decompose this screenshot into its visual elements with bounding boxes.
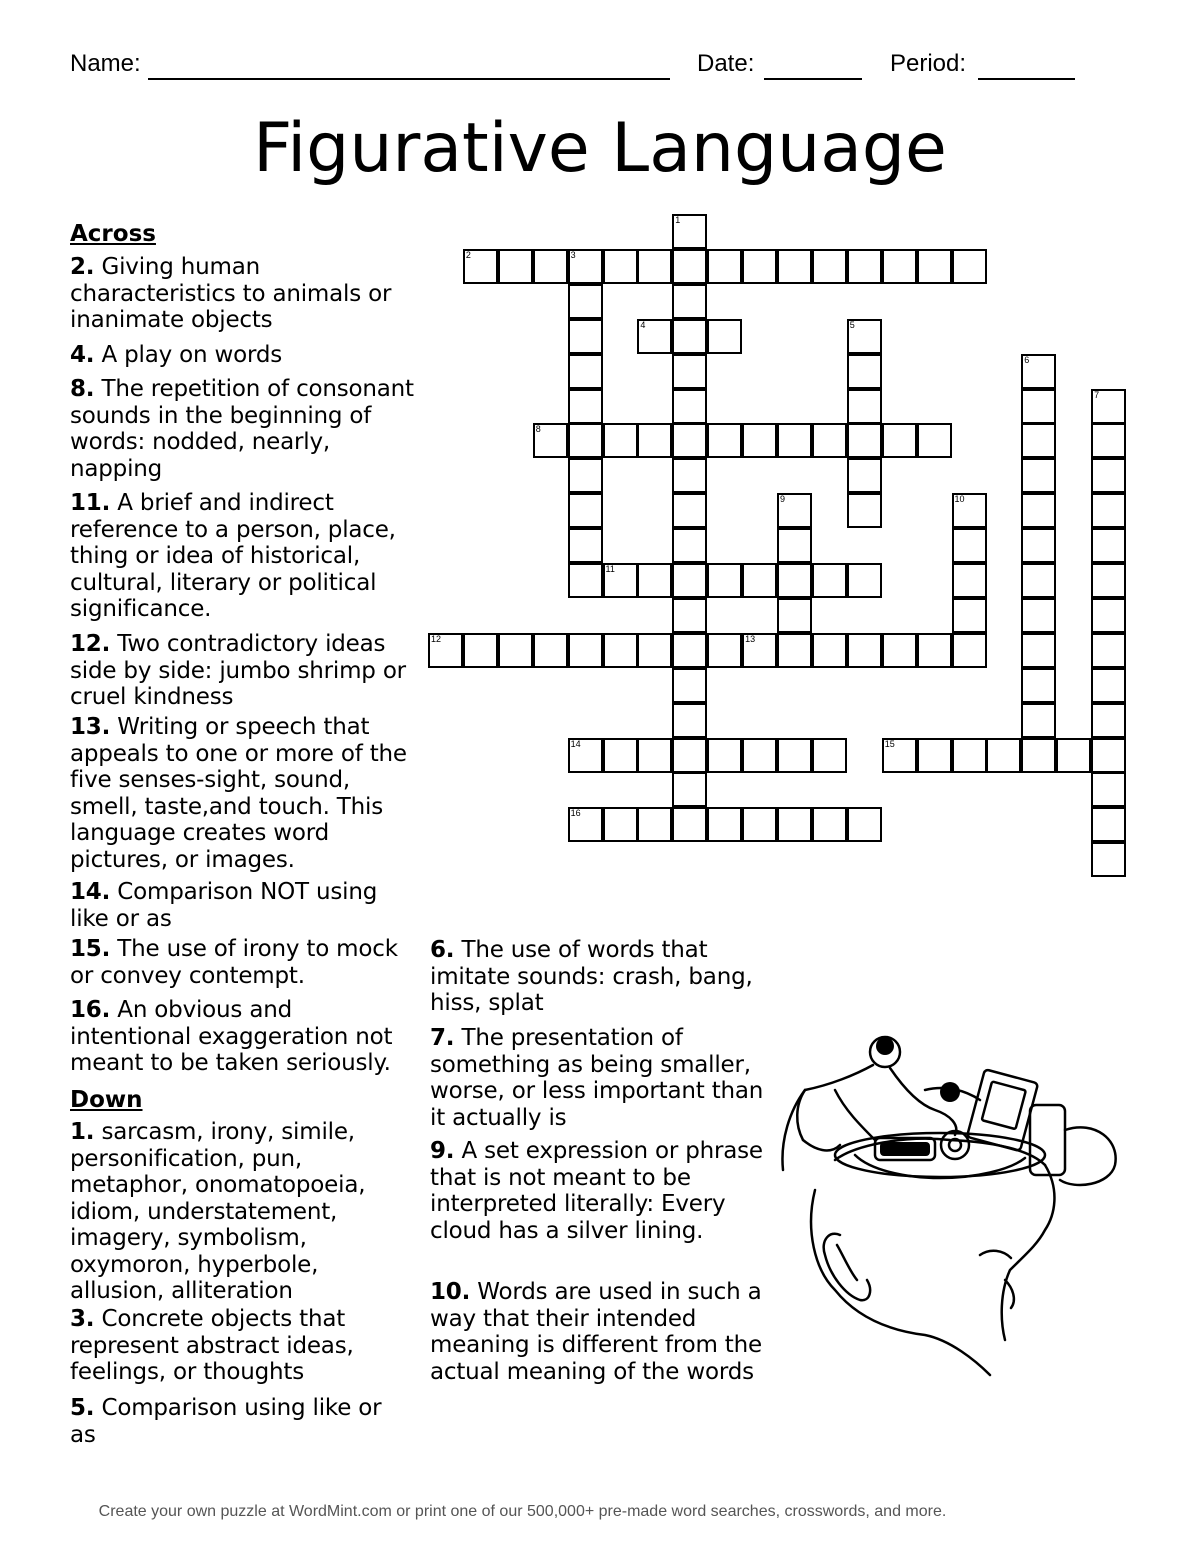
crossword-cell[interactable] [952, 563, 987, 598]
crossword-cell[interactable] [637, 423, 672, 458]
crossword-cell[interactable] [1091, 738, 1126, 773]
crossword-cell[interactable] [707, 319, 742, 354]
crossword-cell[interactable] [568, 423, 603, 458]
cell-number: 6 [1024, 354, 1030, 365]
date-label: Date: [697, 50, 755, 77]
crossword-cell[interactable] [882, 249, 917, 284]
crossword-cell[interactable] [917, 249, 952, 284]
crossword-cell[interactable] [777, 563, 812, 598]
name-label: Name: [70, 50, 141, 77]
cell-number: 8 [535, 424, 541, 435]
crossword-cell[interactable] [637, 807, 672, 842]
crossword-cell[interactable] [1091, 633, 1126, 668]
crossword-cell[interactable] [1091, 389, 1126, 424]
crossword-cell[interactable] [568, 319, 603, 354]
crossword-cell[interactable] [812, 423, 847, 458]
crossword-cell[interactable] [1021, 668, 1056, 703]
cell-number: 9 [780, 494, 786, 505]
clue-across-13: 13. Writing or speech that appeals to one or more of the five senses-sight, sound, smell, taste,and touch. This language creates word pictures, or images. [70, 714, 407, 873]
crossword-cell[interactable] [672, 668, 707, 703]
crossword-cell[interactable] [1021, 703, 1056, 738]
crossword-cell[interactable] [1091, 458, 1126, 493]
crossword-cell[interactable] [568, 633, 603, 668]
crossword-cell[interactable] [603, 423, 638, 458]
crossword-cell[interactable] [568, 354, 603, 389]
crossword-cell[interactable] [672, 772, 707, 807]
crossword-cell[interactable] [952, 249, 987, 284]
crossword-cell[interactable] [603, 807, 638, 842]
clue-across-8: 8. The repetition of consonant sounds in the beginning of words: nodded, nearly, napping [70, 376, 414, 482]
crossword-cell[interactable] [672, 389, 707, 424]
crossword-cell[interactable] [812, 633, 847, 668]
crossword-cell[interactable] [463, 633, 498, 668]
cell-number: 4 [640, 319, 646, 330]
crossword-cell[interactable] [847, 423, 882, 458]
crossword-cell[interactable] [847, 354, 882, 389]
crossword-cell[interactable] [952, 633, 987, 668]
crossword-cell[interactable] [1056, 738, 1091, 773]
crossword-cell[interactable] [847, 458, 882, 493]
crossword-cell[interactable] [568, 493, 603, 528]
crossword-cell[interactable] [672, 458, 707, 493]
crossword-cell[interactable] [1021, 458, 1056, 493]
crossword-cell[interactable] [1021, 633, 1056, 668]
crossword-cell[interactable] [672, 807, 707, 842]
crossword-cell[interactable] [1091, 493, 1126, 528]
crossword-cell[interactable] [742, 249, 777, 284]
clue-down-3: 3. Concrete objects that represent abstract ideas, feelings, or thoughts [70, 1306, 354, 1385]
crossword-cell[interactable] [777, 249, 812, 284]
crossword-cell[interactable] [568, 738, 603, 773]
crossword-cell[interactable] [812, 563, 847, 598]
crossword-cell[interactable] [672, 598, 707, 633]
crossword-cell[interactable] [568, 807, 603, 842]
crossword-cell[interactable] [986, 738, 1021, 773]
crossword-cell[interactable] [672, 319, 707, 354]
crossword-cell[interactable] [1021, 528, 1056, 563]
crossword-cell[interactable] [917, 423, 952, 458]
crossword-cell[interactable] [742, 563, 777, 598]
crossword-cell[interactable] [1091, 842, 1126, 877]
crossword-cell[interactable] [1091, 528, 1126, 563]
crossword-cell[interactable] [847, 563, 882, 598]
crossword-cell[interactable] [812, 249, 847, 284]
crossword-cell[interactable] [847, 319, 882, 354]
crossword-cell[interactable] [777, 423, 812, 458]
crossword-cell[interactable] [568, 458, 603, 493]
crossword-cell[interactable] [882, 738, 917, 773]
crossword-cell[interactable] [742, 807, 777, 842]
period-blank[interactable] [978, 78, 1075, 80]
man-working-inside-head-icon [775, 1030, 1135, 1380]
crossword-cell[interactable] [777, 528, 812, 563]
clue-across-14: 14. Comparison NOT using like or as [70, 879, 378, 932]
crossword-cell[interactable] [603, 633, 638, 668]
crossword-cell[interactable] [742, 423, 777, 458]
cell-number: 10 [954, 494, 965, 505]
crossword-cell[interactable] [1091, 703, 1126, 738]
crossword-cell[interactable] [568, 528, 603, 563]
clue-across-15: 15. The use of irony to mock or convey contempt. [70, 936, 398, 989]
crossword-cell[interactable] [672, 249, 707, 284]
crossword-cell[interactable] [847, 493, 882, 528]
crossword-cell[interactable] [777, 633, 812, 668]
date-blank[interactable] [764, 78, 862, 80]
crossword-cell[interactable] [1021, 423, 1056, 458]
crossword-cell[interactable] [603, 738, 638, 773]
crossword-cell[interactable] [707, 807, 742, 842]
crossword-cell[interactable] [672, 738, 707, 773]
cell-number: 7 [1094, 389, 1100, 400]
crossword-cell[interactable] [812, 807, 847, 842]
crossword-cell[interactable] [672, 703, 707, 738]
cell-number: 5 [849, 319, 855, 330]
crossword-cell[interactable] [498, 249, 533, 284]
crossword-cell[interactable] [463, 249, 498, 284]
cell-number: 13 [745, 633, 756, 644]
clue-down-5: 5. Comparison using like or as [70, 1395, 382, 1448]
crossword-cell[interactable] [952, 598, 987, 633]
crossword-cell[interactable] [1091, 772, 1126, 807]
crossword-cell[interactable] [672, 354, 707, 389]
crossword-cell[interactable] [1091, 598, 1126, 633]
crossword-cell[interactable] [1021, 389, 1056, 424]
crossword-cell[interactable] [637, 738, 672, 773]
crossword-cell[interactable] [1021, 563, 1056, 598]
clue-across-4: 4. A play on words [70, 342, 282, 368]
crossword-cell[interactable] [533, 633, 568, 668]
crossword-cell[interactable] [847, 807, 882, 842]
clue-down-6: 6. The use of words that imitate sounds: crash, bang, hiss, splat [430, 937, 753, 1016]
crossword-cell[interactable] [568, 249, 603, 284]
crossword-cell[interactable] [568, 563, 603, 598]
crossword-cell[interactable] [1091, 807, 1126, 842]
crossword-cell[interactable] [1021, 493, 1056, 528]
crossword-cell[interactable] [672, 423, 707, 458]
crossword-cell[interactable] [882, 633, 917, 668]
crossword-cell[interactable] [672, 528, 707, 563]
cell-number: 3 [570, 249, 576, 260]
crossword-cell[interactable] [1091, 563, 1126, 598]
crossword-cell[interactable] [1091, 668, 1126, 703]
crossword-cell[interactable] [742, 738, 777, 773]
crossword-cell[interactable] [672, 633, 707, 668]
clue-across-16: 16. An obvious and intentional exaggeration not meant to be taken seriously. [70, 997, 393, 1076]
crossword-cell[interactable] [568, 284, 603, 319]
crossword-cell[interactable] [847, 389, 882, 424]
crossword-cell[interactable] [847, 249, 882, 284]
crossword-cell[interactable] [707, 423, 742, 458]
cell-number: 14 [570, 738, 581, 749]
crossword-cell[interactable] [707, 738, 742, 773]
crossword-cell[interactable] [603, 249, 638, 284]
crossword-cell[interactable] [777, 738, 812, 773]
clue-down-10: 10. Words are used in such a way that their intended meaning is different from the actual meaning of the words [430, 1279, 762, 1385]
crossword-cell[interactable] [498, 633, 533, 668]
cell-number: 2 [465, 249, 471, 260]
crossword-cell[interactable] [672, 214, 707, 249]
crossword-cell[interactable] [882, 423, 917, 458]
crossword-cell[interactable] [533, 423, 568, 458]
crossword-cell[interactable] [812, 738, 847, 773]
cell-number: 12 [431, 633, 442, 644]
crossword-cell[interactable] [428, 633, 463, 668]
crossword-cell[interactable] [637, 563, 672, 598]
cell-number: 16 [570, 808, 581, 819]
crossword-cell[interactable] [1021, 598, 1056, 633]
crossword-cell[interactable] [707, 249, 742, 284]
clue-down-1: 1. sarcasm, irony, simile, personification, pun, metaphor, onomatopoeia, idiom, understatement, imagery, symbolism, oxymoron, hyperbole, allusion, alliteration [70, 1119, 366, 1304]
page-title: Figurative Language [253, 109, 947, 188]
across-heading: Across [70, 221, 156, 247]
crossword-cell[interactable] [672, 493, 707, 528]
crossword-cell[interactable] [637, 319, 672, 354]
crossword-cell[interactable] [533, 249, 568, 284]
clue-across-12: 12. Two contradictory ideas side by side: jumbo shrimp or cruel kindness [70, 631, 406, 710]
name-blank[interactable] [148, 78, 670, 80]
crossword-cell[interactable] [847, 633, 882, 668]
cell-number: 11 [605, 564, 615, 574]
crossword-cell[interactable] [707, 563, 742, 598]
cell-number: 1 [675, 215, 681, 225]
clue-across-2: 2. Giving human characteristics to animals or inanimate objects [70, 254, 392, 333]
period-label: Period: [890, 50, 967, 77]
crossword-cell[interactable] [1091, 423, 1126, 458]
crossword-cell[interactable] [1021, 738, 1056, 773]
crossword-cell[interactable] [777, 493, 812, 528]
crossword-cell[interactable] [742, 633, 777, 668]
crossword-cell[interactable] [672, 284, 707, 319]
down-heading: Down [70, 1087, 143, 1113]
clue-down-9: 9. A set expression or phrase that is not meant to be interpreted literally: Every cloud has a silver lining. [430, 1138, 763, 1244]
crossword-cell[interactable] [603, 563, 638, 598]
crossword-cell[interactable] [952, 493, 987, 528]
crossword-cell[interactable] [777, 598, 812, 633]
crossword-cell[interactable] [777, 807, 812, 842]
crossword-cell[interactable] [952, 738, 987, 773]
crossword-cell[interactable] [917, 633, 952, 668]
crossword-cell[interactable] [1021, 354, 1056, 389]
crossword-cell[interactable] [707, 633, 742, 668]
crossword-cell[interactable] [952, 528, 987, 563]
clue-across-11: 11. A brief and indirect reference to a person, place, thing or idea of historical, cultural, literary or political significance. [70, 490, 396, 622]
crossword-cell[interactable] [568, 389, 603, 424]
crossword-cell[interactable] [917, 738, 952, 773]
cell-number: 15 [884, 738, 895, 749]
crossword-cell[interactable] [637, 249, 672, 284]
clue-down-7: 7. The presentation of something as being smaller, worse, or less important than it actually is [430, 1025, 764, 1131]
footer-text: Create your own puzzle at WordMint.com or print one of our 500,000+ pre-made word searches, crosswords, and more. [98, 1503, 947, 1520]
crossword-cell[interactable] [637, 633, 672, 668]
crossword-cell[interactable] [672, 563, 707, 598]
